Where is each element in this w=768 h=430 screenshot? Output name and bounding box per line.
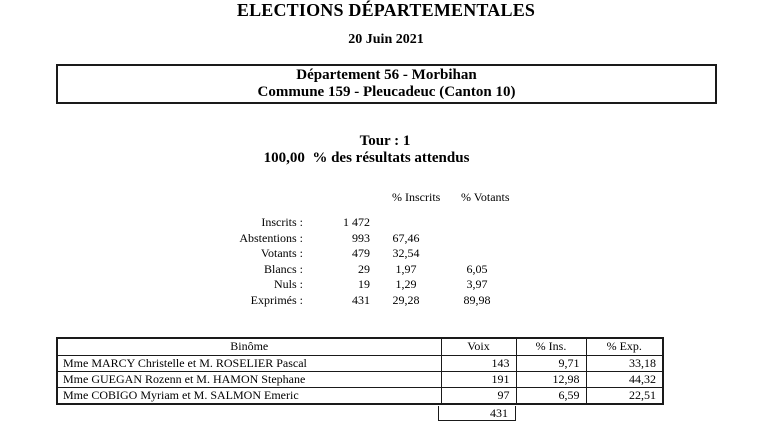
stats-pct-inscrits: 1,97 (395, 261, 417, 276)
commune-line: Commune 159 - Pleucadeuc (Canton 10) (257, 84, 516, 100)
total-voix-value: 431 (490, 406, 508, 420)
stats-count: 1 472 (343, 215, 370, 229)
stats-row-exprimes (130, 293, 530, 309)
total-voix-box (438, 406, 516, 421)
stats-pct-votants: 6,05 (466, 261, 488, 276)
stats-label: Exprimés : (250, 292, 303, 307)
stats-row-votants (130, 246, 530, 262)
results-table-header-row (57, 338, 663, 355)
voix-cell: 97 (441, 387, 516, 404)
results-progress: 100,00 % des résultats attendus (263, 150, 470, 166)
header-voix: Voix (441, 338, 516, 355)
stats-pct-inscrits: 32,54 (392, 246, 420, 260)
stats-label: Inscrits : (261, 215, 303, 229)
stats-label: Abstentions : (239, 230, 303, 245)
tour-heading: Tour : 1 (359, 133, 411, 149)
pct-exp-cell: 44,32 (586, 371, 663, 387)
stats-label: Blancs : (264, 261, 303, 276)
pct-ins-cell: 12,98 (516, 371, 586, 387)
binome-cell: Mme MARCY Christelle et M. ROSELIER Pascal (57, 355, 441, 371)
table-row (57, 355, 663, 371)
stats-header-pct-inscrits: % Inscrits (392, 190, 441, 204)
pct-exp-cell: 33,18 (586, 355, 663, 371)
election-date: 20 Juin 2021 (348, 32, 424, 47)
voix-cell: 191 (441, 371, 516, 387)
stats-pct-votants: 89,98 (463, 292, 491, 307)
stats-row-nuls (130, 277, 530, 293)
stats-count: 479 (352, 246, 370, 260)
pct-exp-cell: 22,51 (586, 387, 663, 404)
header-pct-exp: % Exp. (586, 338, 663, 355)
binome-cell: Mme GUEGAN Rozenn et M. HAMON Stephane (57, 371, 441, 387)
stats-row-abstentions (130, 231, 530, 247)
pct-ins-cell: 9,71 (516, 355, 586, 371)
stats-count: 993 (352, 230, 370, 245)
stats-pct-votants: 3,97 (466, 277, 488, 291)
stats-count: 431 (352, 292, 370, 307)
table-row (57, 387, 663, 404)
stats-count: 19 (358, 277, 370, 291)
stats-pct-inscrits: 67,46 (392, 230, 420, 245)
stats-pct-votants (442, 231, 512, 247)
participation-stats (130, 215, 530, 308)
stats-header-pct-votants: % Votants (461, 190, 510, 204)
results-table (56, 337, 664, 405)
location-box (56, 64, 717, 104)
page-title: ELECTIONS DÉPARTEMENTALES (236, 0, 536, 20)
stats-label: Votants : (260, 246, 303, 260)
stats-count: 29 (358, 261, 370, 276)
table-row (57, 371, 663, 387)
header-pct-ins: % Ins. (516, 338, 586, 355)
pct-ins-cell: 6,59 (516, 387, 586, 404)
stats-pct-inscrits: 29,28 (392, 292, 420, 307)
stats-pct-votants (442, 246, 512, 262)
stats-pct-votants (442, 215, 512, 231)
stats-label: Nuls : (273, 277, 303, 291)
stats-row-inscrits (130, 215, 530, 231)
stats-pct-inscrits: 1,29 (395, 277, 417, 291)
header-binome: Binôme (57, 338, 441, 355)
stats-pct-inscrits (370, 215, 442, 231)
binome-cell: Mme COBIGO Myriam et M. SALMON Emeric (57, 387, 441, 404)
voix-cell: 143 (441, 355, 516, 371)
departement-line: Département 56 - Morbihan (296, 67, 477, 83)
stats-row-blancs (130, 262, 530, 278)
